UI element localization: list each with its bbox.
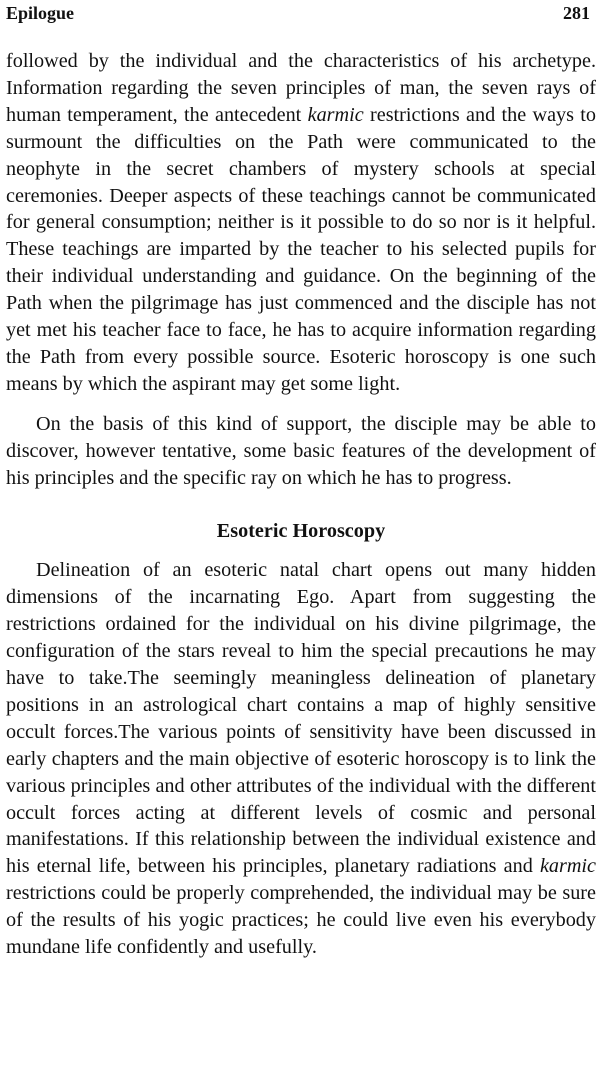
section-heading: Esoteric Horoscopy <box>216 519 386 542</box>
paragraph-text: followed by the individual and the characteristics of his archetype. Information regarding the seven principles of man, the seven rays of human temperament, the antecedent <box>6 50 596 126</box>
body-text <box>6 48 596 961</box>
section-title: Epilogue <box>6 3 75 23</box>
paragraph-text: restrictions and the ways to surmount the difficulties on the Path were communicated to the neophyte in the secret chambers of mystery schools at special ceremonies. Deeper aspects of these teachings cannot be communicated for general consumption; neither is it possible to do so nor is it helpful. These teachings are imparted by the teacher to his selected pupils for their individual understanding and guidance. On the beginning of the Path when the pilgrimage has just commenced and the disciple has not yet met his teacher face to face, he has to acquire information regarding the Path from every possible source. Esoteric horoscopy is one such means by which the aspirant may get some light. <box>6 103 597 395</box>
italic-term: karmic <box>539 855 596 878</box>
paragraph <box>6 557 596 961</box>
page-number: 281 <box>563 3 590 23</box>
italic-term: karmic <box>307 103 364 126</box>
paragraph: On the basis of this kind of support, the disciple may be able to discover, however tentative, some basic features of the development of his principles and the specific ray on which he has to progress. <box>6 412 596 489</box>
paragraph-continued <box>6 48 596 398</box>
running-header <box>6 2 590 24</box>
paragraph-text: Delineation of an esoteric natal chart opens out many hidden dimensions of the incarnating Ego. Apart from suggesting the restrictions ordained for the individual on his divine pilgrimage, the configuration of the stars reveal to him the special precautions he may have to take.The seemingly meaningless delineation of planetary positions in an astrological chart contains a map of highly sensitive occult forces.The various points of sensitivity have been discussed in early chapters and the main objective of esoteric horoscopy is to link the various principles and other attributes of the individual with the different occult forces acting at different levels of cosmic and personal manifestations. If this relationship between the individual existence and his eternal life, between his principles, planetary radiations and <box>6 559 596 878</box>
paragraph-text: restrictions could be properly comprehended, the individual may be sure of the results of his yogic practices; he could live even his everybody mundane life confidently and usefully. <box>6 882 596 959</box>
